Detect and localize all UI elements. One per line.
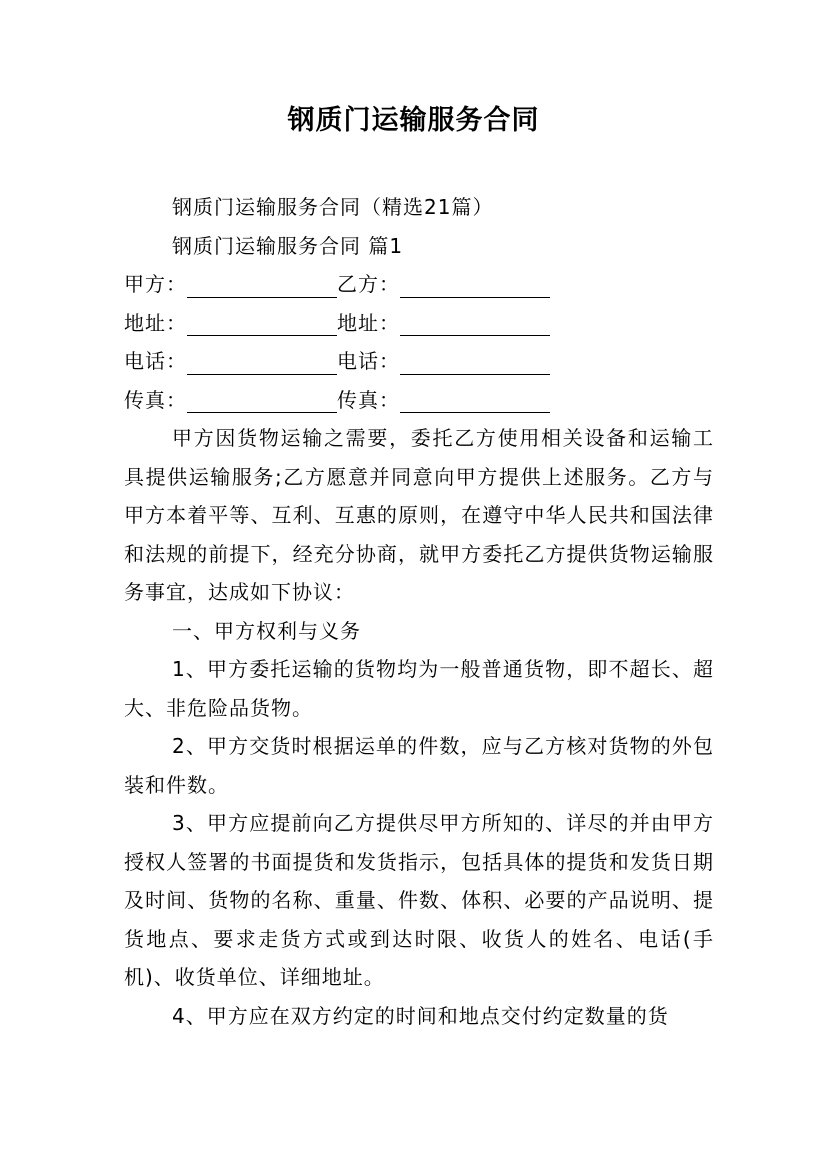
paragraph-preamble: 甲方因货物运输之需要，委托乙方使用相关设备和运输工具提供运输服务;乙方愿意并同意向甲方提供上述服务。乙方与甲方本着平等、互利、互惠的原则，在遵守中华人民共和国法律和法规的前提下，经充分协商，就甲方委托乙方提供货物运输服务事宜，达成如下协议： bbox=[124, 426, 714, 604]
field-label: 乙方： bbox=[337, 272, 400, 296]
fill-in-blank bbox=[187, 313, 337, 336]
fill-in-blank bbox=[400, 313, 550, 336]
fill-in-blank bbox=[187, 390, 337, 413]
field-label: 地址： bbox=[337, 310, 400, 335]
clause-1: 1、甲方委托运输的货物均为一般普通货物，即不超长、超大、非危险品货物。 bbox=[124, 657, 714, 720]
clause-2: 2、甲方交货时根据运单的件数，应与乙方核对货物的外包装和件数。 bbox=[124, 734, 714, 797]
document-title: 钢质门运输服务合同 bbox=[287, 105, 540, 136]
phone-field-row bbox=[124, 342, 714, 381]
field-label: 传真： bbox=[124, 387, 187, 412]
section-heading: 钢质门运输服务合同 篇1 bbox=[172, 233, 404, 258]
document-body bbox=[124, 188, 714, 1035]
field-label: 甲方： bbox=[124, 272, 187, 296]
fax-field-row bbox=[124, 381, 714, 420]
clause-3: 3、甲方应提前向乙方提供尽甲方所知的、详尽的并由甲方授权人签署的书面提货和发货指示，包括具体的提货和发货日期及时间、货物的名称、重量、件数、体积、必要的产品说明、提货地点、要求走货方式或到达时限、收货人的姓名、电话(手机)、收货单位、详细地址。 bbox=[124, 811, 714, 989]
fill-in-blank bbox=[400, 352, 550, 375]
field-label: 地址： bbox=[124, 310, 187, 335]
address-field-row bbox=[124, 304, 714, 343]
field-label: 传真： bbox=[337, 387, 400, 412]
fill-in-blank bbox=[400, 390, 550, 413]
fill-in-blank bbox=[400, 275, 550, 298]
fill-in-blank bbox=[187, 275, 337, 298]
clause-4: 4、甲方应在双方约定的时间和地点交付约定数量的货 bbox=[172, 1003, 669, 1028]
field-label: 电话： bbox=[337, 349, 400, 373]
section-heading-party-a: 一、甲方权利与义务 bbox=[172, 618, 361, 643]
fill-in-blank bbox=[187, 352, 337, 375]
document-subtitle: 钢质门运输服务合同（精选21篇） bbox=[172, 195, 494, 219]
field-label: 电话： bbox=[124, 349, 187, 373]
party-field-row bbox=[124, 265, 714, 304]
